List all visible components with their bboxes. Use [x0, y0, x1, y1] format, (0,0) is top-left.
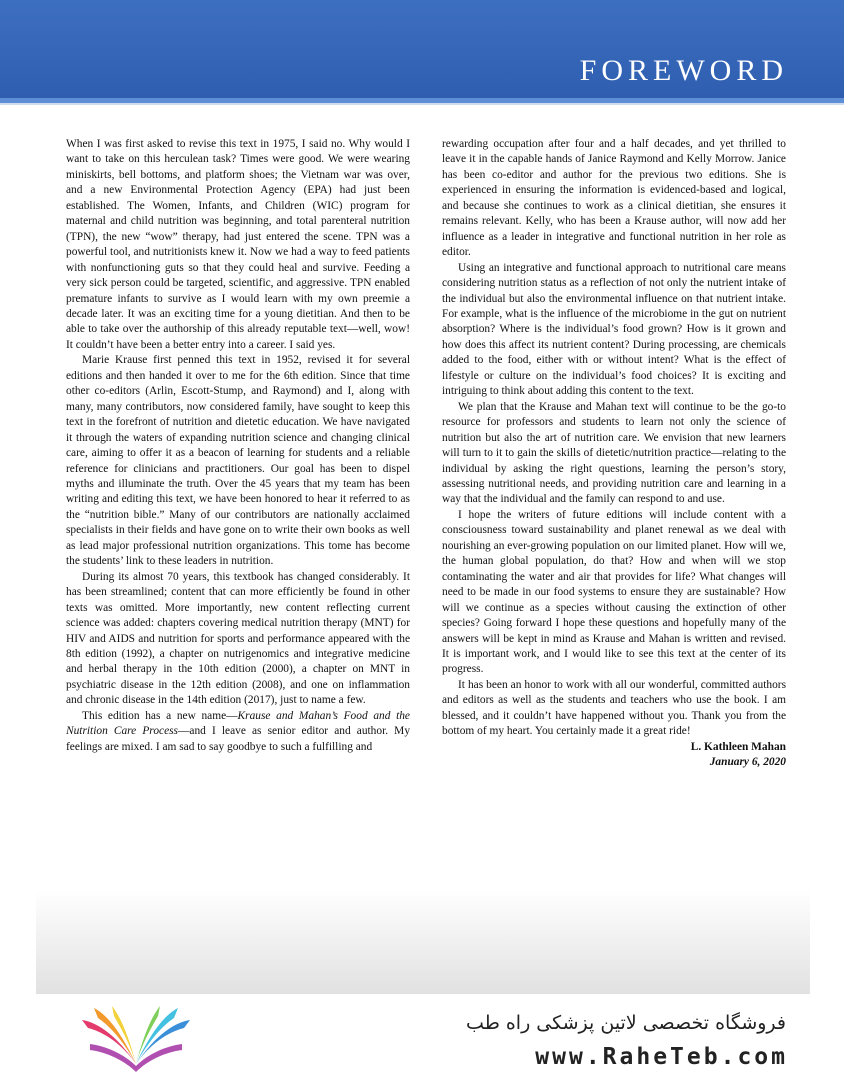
- paragraph: When I was first asked to revise this text in 1975, I said no. Why would I want to take on this herculean task? Times were good. We were wearing miniskirts, bell bottoms, and platform shoes; the Vietnam war was over, and a new Environmental Protection Agency (EPA) had just been established. The Women, Infants, and Children (WIC) program for maternal and child nutrition was beginning, and total parenteral nutrition (TPN), the new “wow” therapy, had just entered the scene. TPN was a powerful tool, and nutritionists knew it. Now we had a way to feed patients with nonfunctioning guts so that they could heal and survive. Feeding a very sick person could be targeted, scientific, and aggressive. TPN enabled premature infants to survive as I would learn with my own preemie a decade later. It was an exciting time for a young dietitian. And then to be able to take over the authorship of this already reputable text—well, wow! It couldn’t have been a better entry into a career. I said yes.: [66, 138, 410, 351]
- signature-name: L. Kathleen Mahan: [690, 740, 786, 753]
- paragraph: rewarding occupation after four and a half decades, and yet thrilled to leave it in the capable hands of Janice Raymond and Kelly Morrow. Janice has been co-editor and author for the previous two editions. She is experienced in ensuring the information is evidenced-based and logical, and because she continues to work as a clinical dietitian, she ensures it remains relevant. Kelly, who has been a Krause author, will now add her influence as a leader in integrative and functional nutrition in her role as editor.: [442, 138, 786, 259]
- body-columns: [66, 137, 786, 771]
- book-title: Krause and Mahan’s Food and the Nutrition Care Process: [66, 709, 410, 738]
- paragraph-text: —and I leave as senior editor and author. My feelings are mixed. I am sad to say goodbye to such a fulfilling and: [66, 725, 411, 753]
- paragraph: [66, 709, 410, 755]
- paragraph: I hope the writers of future editions will include content with a consciousness toward sustainability and planet renewal as we deal with nourishing an ever-growing population on our limited planet. How will we, the human global population, do that? How and when will we stop contaminating the water and air that provides for life? What changes will need to be made in our food systems to ensure they are sustainable? How will we continue as a species without causing the extinction of other species? Going forward I hope these questions and hopefully many of the answers will be kept in mind as Krause and Mahan is written and revised. It is important work, and I would like to see this text at the center of its progress.: [442, 508, 786, 676]
- paragraph-text: This edition has a new name—: [82, 709, 238, 722]
- right-column: [442, 137, 786, 771]
- header-divider: [0, 103, 844, 105]
- store-name: فروشگاه تخصصی لاتین پزشکی راه طب: [466, 1012, 786, 1034]
- paragraph: We plan that the Krause and Mahan text will continue to be the go-to resource for professors and students to learn not only the science of nutrition but also the art of nutrition care. We envision that new learners will turn to it to gain the skills of dietetic/nutrition practice—relating to the individual by asking the right questions, learning the person’s story, assessing nutritional needs, and providing nutrition care and learning in a way that the individual and the family can respond to and use.: [442, 400, 786, 506]
- left-column: [66, 137, 410, 771]
- footer-fade: [36, 890, 810, 994]
- paragraph: During its almost 70 years, this textbook has changed considerably. It has been streamlined; content that can more efficiently be found in other texts was omitted. More importantly, new content reflecting current science was added: chapters covering medical nutrition therapy (MNT) for HIV and AIDS and nutrition for sports and performance appeared with the 8th edition (1992), a chapter on nutrigenomics and integrative medicine and herbal therapy in the 10th edition (2000), a chapter on MNT in psychiatric disease in the 12th edition (2008), and one on inflammation and chronic disease in the 14th edition (2017), just to name a few.: [66, 570, 410, 707]
- paragraph: Using an integrative and functional approach to nutritional care means considering nutrition status as a reflection of not only the nutrient intake of the individual but also the environmental influence on that nutrient intake. For example, what is the influence of the microbiome in the gut on nutrient absorption? Where is the individual’s food grown? How is it grown and how does this affect its nutrient content? During processing, are chemicals added to the food, either with or without intent? What is the effect of lifestyle or culture on the individual’s food choices? It is exciting and intriguing to think about adding this content to the text.: [442, 261, 786, 398]
- page-title: FOREWORD: [579, 54, 788, 87]
- paragraph: It has been an honor to work with all our wonderful, committed authors and editors as well as the students and teachers who use the book. I am blessed, and it couldn’t have happened without you. Thank you from the bottom of my heart. You certainly made it a great ride!: [442, 678, 786, 738]
- open-book-logo-icon: [76, 1004, 196, 1074]
- website-url: www.RaheTeb.com: [535, 1044, 788, 1070]
- paragraph: Marie Krause first penned this text in 1952, revised it for several editions and then handed it over to me for the 6th edition. Since that time other co-editors (Arlin, Escott-Stump, and Raymond) and I, along with many, many contributors, now considered family, have sought to keep this text in the forefront of nutrition and dietetic education. We have navigated it through the waters of expanding nutrition science and changing clinical care, aiming to offer it as a beacon of learning for students and a reliable reference for clinicians and practitioners. Our goal has been to dispel myths and illuminate the truth. Over the 45 years that my team has been writing and editing this text, we have been honored to hear it referred to as the “nutrition bible.” Many of our contributors are nationally acclaimed specialists in their fields and have gone on to write their own books as well as lead major professional nutrition organizations. This tome has become the students’ link to these leaders in nutrition.: [66, 354, 410, 568]
- signature-date: January 6, 2020: [709, 756, 786, 769]
